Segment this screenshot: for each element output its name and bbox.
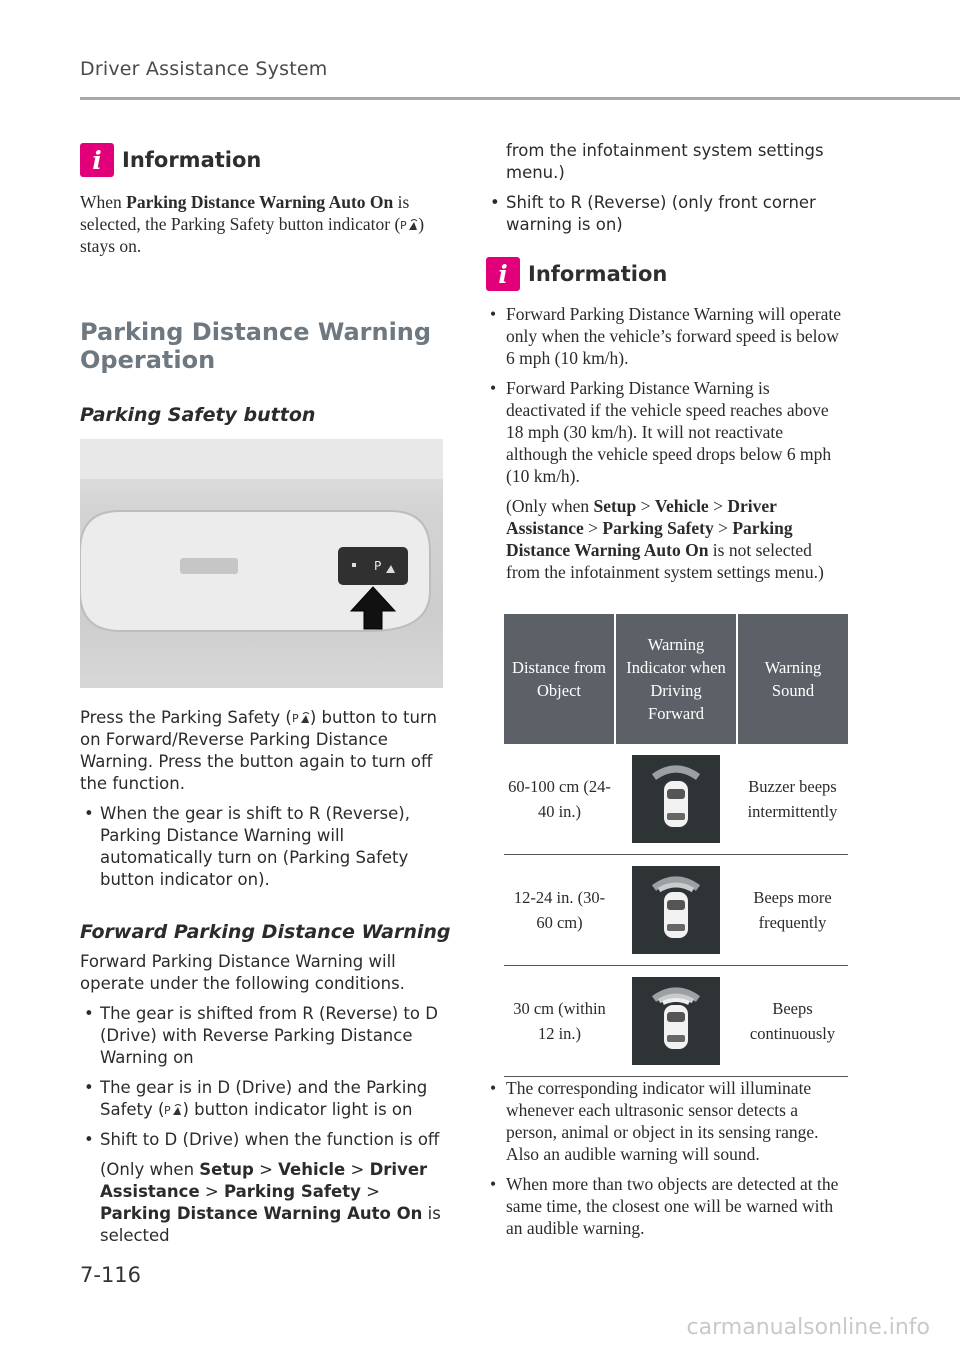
info-heading-text: Information	[528, 262, 668, 286]
cond-da: Driver Assistance	[506, 496, 777, 538]
cond-vehicle: Vehicle	[654, 496, 709, 516]
info-bold: Parking Distance Warning Auto On	[126, 192, 394, 212]
cell-distance: 60-100 cm (24-40 in.)	[504, 744, 615, 855]
info2-bullet-2: • Forward Parking Distance Warning is deactivated if the vehicle speed reaches above 18 mph (30 km/h). It will not reactivate although the vehicle speed drops below 6 mph (10 km/h).	[486, 377, 848, 487]
cond-pdw: Parking Distance Warning Auto On	[506, 518, 793, 560]
cell-sound: Beeps continuously	[737, 966, 848, 1077]
cond-vehicle: Vehicle	[278, 1160, 346, 1179]
info2-bullets	[486, 303, 848, 487]
close-paren: )	[418, 214, 425, 234]
info2-bullet-1: • Forward Parking Distance Warning will operate only when the vehicle’s forward speed is below 6 mph (10 km/h).	[486, 303, 848, 369]
info-box-2	[486, 257, 848, 583]
info-when: When	[80, 192, 122, 212]
subtitle-parking-safety-button: Parking Safety button	[80, 404, 316, 426]
cond-post: is selected	[100, 1204, 441, 1245]
gt: >	[713, 496, 723, 516]
warning-table-wrap	[504, 614, 848, 1077]
gt: >	[259, 1160, 273, 1179]
condition-left	[80, 1159, 445, 1247]
info-icon: i	[486, 257, 520, 291]
button-photo-illustration	[80, 439, 443, 688]
bullet-shift-r: • Shift to R (Reverse) (only front corner warning is on)	[486, 192, 848, 236]
bullets-right-2	[486, 1077, 848, 1239]
bullets-left-1	[80, 803, 442, 891]
header-rule	[80, 97, 960, 100]
bullet-d-indicator	[80, 1077, 445, 1121]
info-icon: i	[80, 143, 114, 177]
header-title: Driver Assistance System	[80, 58, 328, 80]
info-heading-2	[486, 257, 848, 291]
cond-da: Driver Assistance	[100, 1160, 428, 1201]
parking-safety-icon	[400, 218, 418, 232]
para1-a: Press the Parking Safety (	[80, 708, 292, 727]
photo-p-label: P	[374, 559, 382, 573]
bullet-indicator-illuminate: • The corresponding indicator will illuminate whenever each ultrasonic sensor detects a person, animal or object in its sensing range. Also an audible warning will sound.	[486, 1077, 848, 1165]
cond-post: is not selected from the infotainment system settings menu.)	[506, 540, 824, 582]
open-paren: (	[394, 214, 401, 234]
parking-safety-button-photo	[80, 439, 443, 688]
table-row	[504, 855, 848, 966]
cell-indicator	[615, 855, 737, 966]
b2-a: The gear is in D (Drive) and the Parking Safety (	[100, 1078, 428, 1119]
th-distance: Distance from Object	[504, 614, 615, 744]
left-body-2	[80, 951, 445, 1247]
gt: >	[204, 1182, 219, 1201]
cond-pdw: Parking Distance Warning Auto On	[100, 1204, 423, 1223]
cond-ps: Parking Safety	[223, 1182, 361, 1201]
parking-safety-icon	[164, 1103, 182, 1117]
right-top	[486, 140, 848, 244]
th-indicator: Warning Indicator when Driving Forward	[615, 614, 737, 744]
para-conditions: Forward Parking Distance Warning will operate under the following conditions.	[80, 952, 405, 993]
table-row	[504, 966, 848, 1077]
bullet-shift-d: • Shift to D (Drive) when the function is off	[80, 1129, 445, 1151]
condition-right	[486, 495, 848, 583]
gt: >	[640, 496, 651, 516]
continuation: from the infotainment system settings menu.)	[506, 141, 824, 182]
left-body	[80, 707, 442, 899]
car-sensor-icon	[632, 755, 720, 843]
para1-b: ) button to turn on Forward/Reverse Parking Distance Warning. Press the button again to turn off the function.	[80, 708, 437, 793]
info-heading-text: Information	[122, 148, 262, 172]
warning-table	[504, 614, 848, 1077]
page-number: 7-116	[80, 1263, 142, 1287]
cell-distance: 12-24 in. (30-60 cm)	[504, 855, 615, 966]
subtitle-forward-pdw: Forward Parking Distance Warning	[80, 921, 451, 943]
th-sound: Warning Sound	[737, 614, 848, 744]
bullet-closest-object: • When more than two objects are detected at the same time, the closest one will be warned with an audible warning.	[486, 1173, 848, 1239]
bullets-left-2	[80, 1003, 445, 1151]
cond-ps: Parking Safety	[602, 518, 714, 538]
cond-setup: Setup	[199, 1160, 254, 1179]
gt: >	[588, 518, 599, 538]
parking-safety-icon	[292, 711, 310, 725]
cell-sound: Buzzer beeps intermittently	[737, 744, 848, 855]
cell-sound: Beeps more frequently	[737, 855, 848, 966]
car-sensor-icon	[632, 977, 720, 1065]
bullets-right-1	[486, 192, 848, 236]
section-title: Parking Distance Warning Operation	[80, 318, 432, 374]
info-heading-1	[80, 143, 442, 177]
info-box-1	[80, 143, 442, 257]
right-bottom	[486, 1077, 848, 1247]
cond-setup: Setup	[593, 496, 637, 516]
car-sensor-icon	[632, 866, 720, 954]
info-rest: is selected, the Parking Safety button indicator	[80, 192, 410, 234]
gt: >	[366, 1182, 380, 1201]
bullet-reverse-auto: • When the gear is shift to R (Reverse), Parking Distance Warning will automatically turn on (Parking Safety button indicator on).	[80, 803, 442, 891]
bullet-r-to-d: • The gear is shifted from R (Reverse) to D (Drive) with Reverse Parking Distance Warning on	[80, 1003, 445, 1069]
cell-indicator	[615, 966, 737, 1077]
cond-pre: (Only when	[100, 1160, 195, 1179]
gt: >	[350, 1160, 365, 1179]
cell-distance: 30 cm (within 12 in.)	[504, 966, 615, 1077]
b2-b: ) button indicator light is on	[182, 1100, 413, 1119]
cell-indicator	[615, 744, 737, 855]
info-end: stays on.	[80, 236, 142, 256]
table-header-row	[504, 614, 848, 744]
table-row	[504, 744, 848, 855]
gt: >	[718, 518, 728, 538]
info-text-1	[80, 191, 442, 257]
watermark: carmanualsonline.info	[686, 1315, 930, 1340]
cond-pre: (Only when	[506, 496, 590, 516]
para-press-button	[80, 707, 442, 795]
